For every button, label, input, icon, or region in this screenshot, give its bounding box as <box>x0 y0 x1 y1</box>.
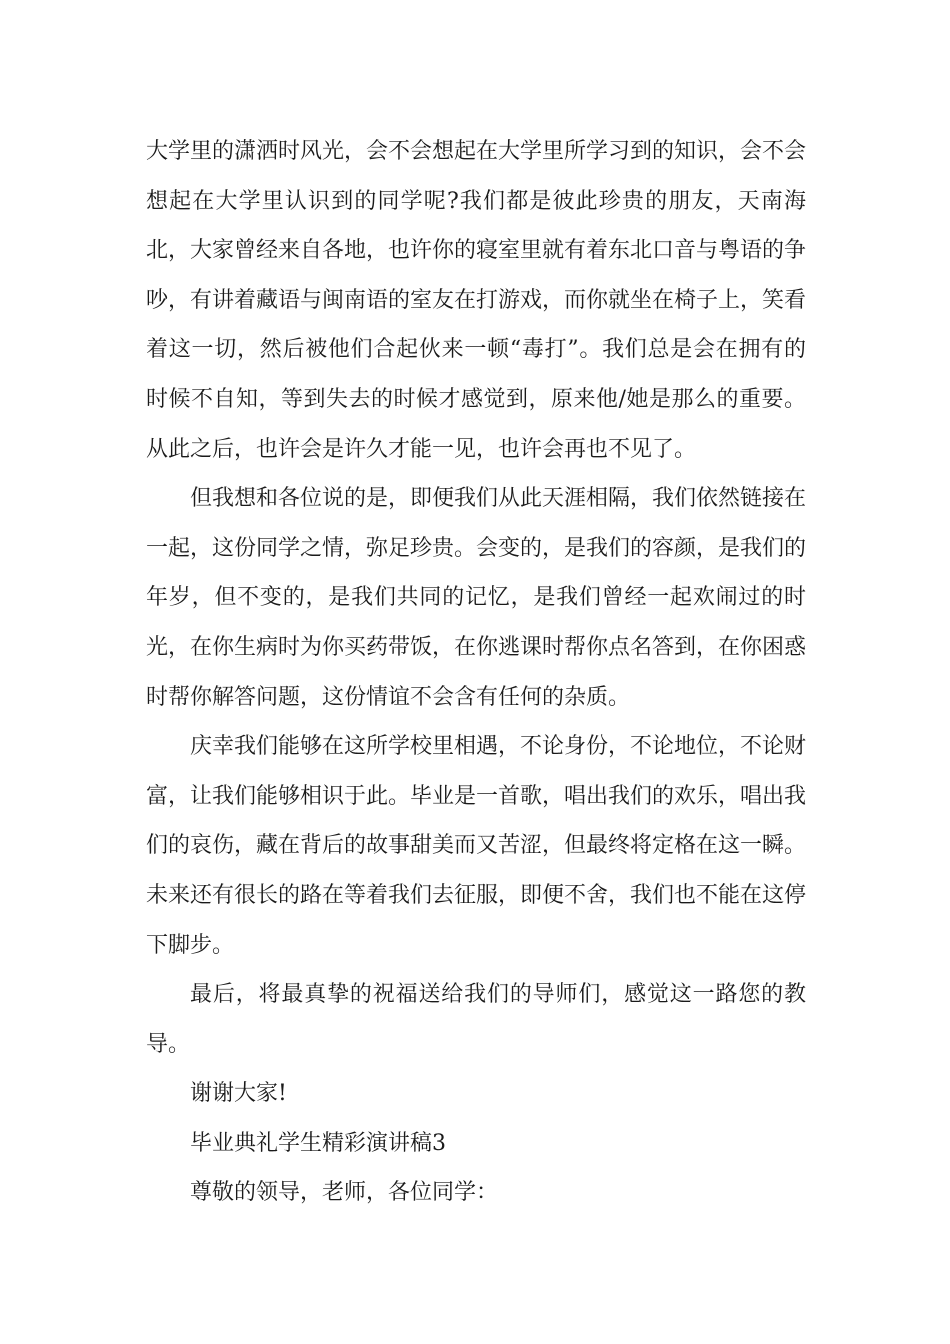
paragraph-thanks-teachers: 最后，将最真挚的祝福送给我们的导师们，感觉这一路您的教导。 <box>146 982 806 1057</box>
paragraph-thank-you: 谢谢大家! <box>190 1081 287 1107</box>
document-body <box>146 127 806 1218</box>
paragraph-classmates: 但我想和各位说的是，即便我们从此天涯相隔，我们依然链接在一起，这份同学之情，弥足珍贵。会变的，是我们的容颜，是我们的年岁，但不变的，是我们共同的记忆，是我们曾经一起欢闹过的时光，在你生病时为你买药带饭，在你逃课时帮你点名答到，在你困惑时帮你解答问题，这份情谊不会含有任何的杂质。 <box>146 486 807 710</box>
greeting-line: 尊敬的领导，老师，各位同学： <box>190 1180 499 1206</box>
paragraph-continuation: 大学里的潇洒时风光，会不会想起在大学里所学习到的知识，会不会想起在大学里认识到的同学呢?我们都是彼此珍贵的朋友，天南海北，大家曾经来自各地，也许你的寝室里就有着东北口音与粤语的争吵，有讲着藏语与闽南语的室友在打游戏，而你就坐在椅子上，笑看着这一切，然后被他们合起伙来一顿“毒打”。我们总是会在拥有的时候不自知，等到失去的时候才感觉到，原来他/她是那么的重要。从此之后，也许会是许久才能一见，也许会再也不见了。 <box>146 139 807 462</box>
section-heading: 毕业典礼学生精彩演讲稿3 <box>190 1130 446 1156</box>
paragraph-school: 庆幸我们能够在这所学校里相遇，不论身份，不论地位，不论财富，让我们能够相识于此。毕业是一首歌，唱出我们的欢乐，唱出我们的哀伤，藏在背后的故事甜美而又苦涩，但最终将定格在这一瞬。未来还有很长的路在等着我们去征服，即便不舍，我们也不能在这停下脚步。 <box>146 734 807 958</box>
